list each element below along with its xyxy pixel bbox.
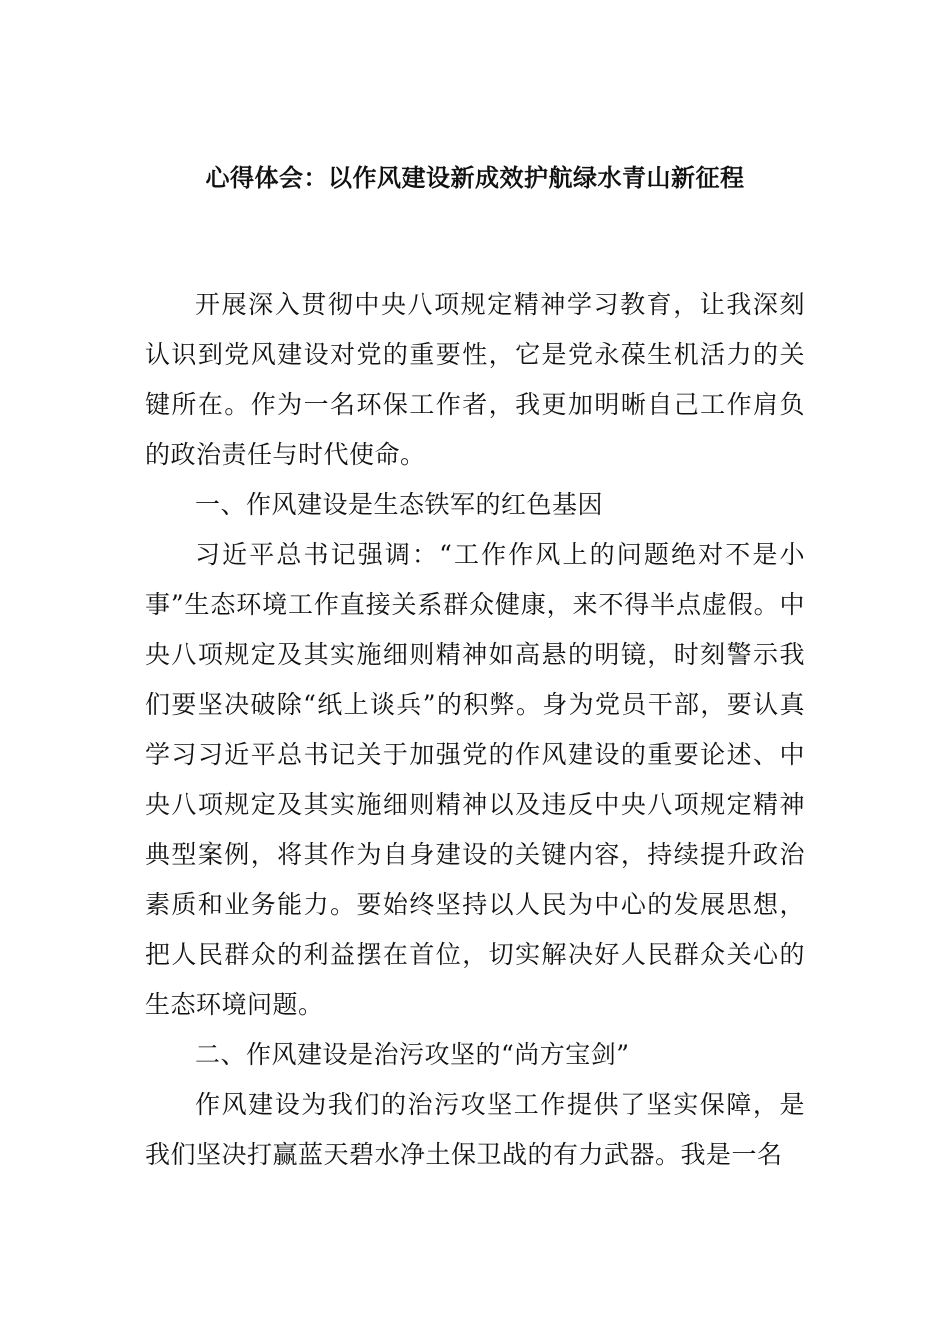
- section-heading-2: 二、作风建设是治污攻坚的“尚方宝剑”: [195, 1040, 630, 1069]
- document-title: 心得体会：以作风建设新成效护航绿水青山新征程: [205, 164, 745, 192]
- paragraph-intro: 开展深入贯彻中央八项规定精神学习教育，让我深刻认识到党风建设对党的重要性，它是党永葆生机活力的关键所在。作为一名环保工作者，我更加明晰自己工作肩负的政治责任与时代使命。: [145, 290, 805, 469]
- section-heading-1: 一、作风建设是生态铁军的红色基因: [195, 490, 604, 519]
- paragraph-section-2: 作风建设为我们的治污攻坚工作提供了坚实保障，是我们坚决打赢蓝天碧水净土保卫战的有力武器。我是一名: [145, 1090, 805, 1169]
- paragraph-section-1: 习近平总书记强调：“工作作风上的问题绝对不是小事”生态环境工作直接关系群众健康，来不得半点虚假。中央八项规定及其实施细则精神如高悬的明镜，时刻警示我们要坚决破除“纸上谈兵”的积弊。身为党员干部，要认真学习习近平总书记关于加强党的作风建设的重要论述、中央八项规定及其实施细则精神以及违反中央八项规定精神典型案例，将其作为自身建设的关键内容，持续提升政治素质和业务能力。要始终坚持以人民为中心的发展思想，把人民群众的利益摆在首位，切实解决好人民群众关心的生态环境问题。: [145, 540, 805, 1019]
- document-body: [145, 280, 805, 1180]
